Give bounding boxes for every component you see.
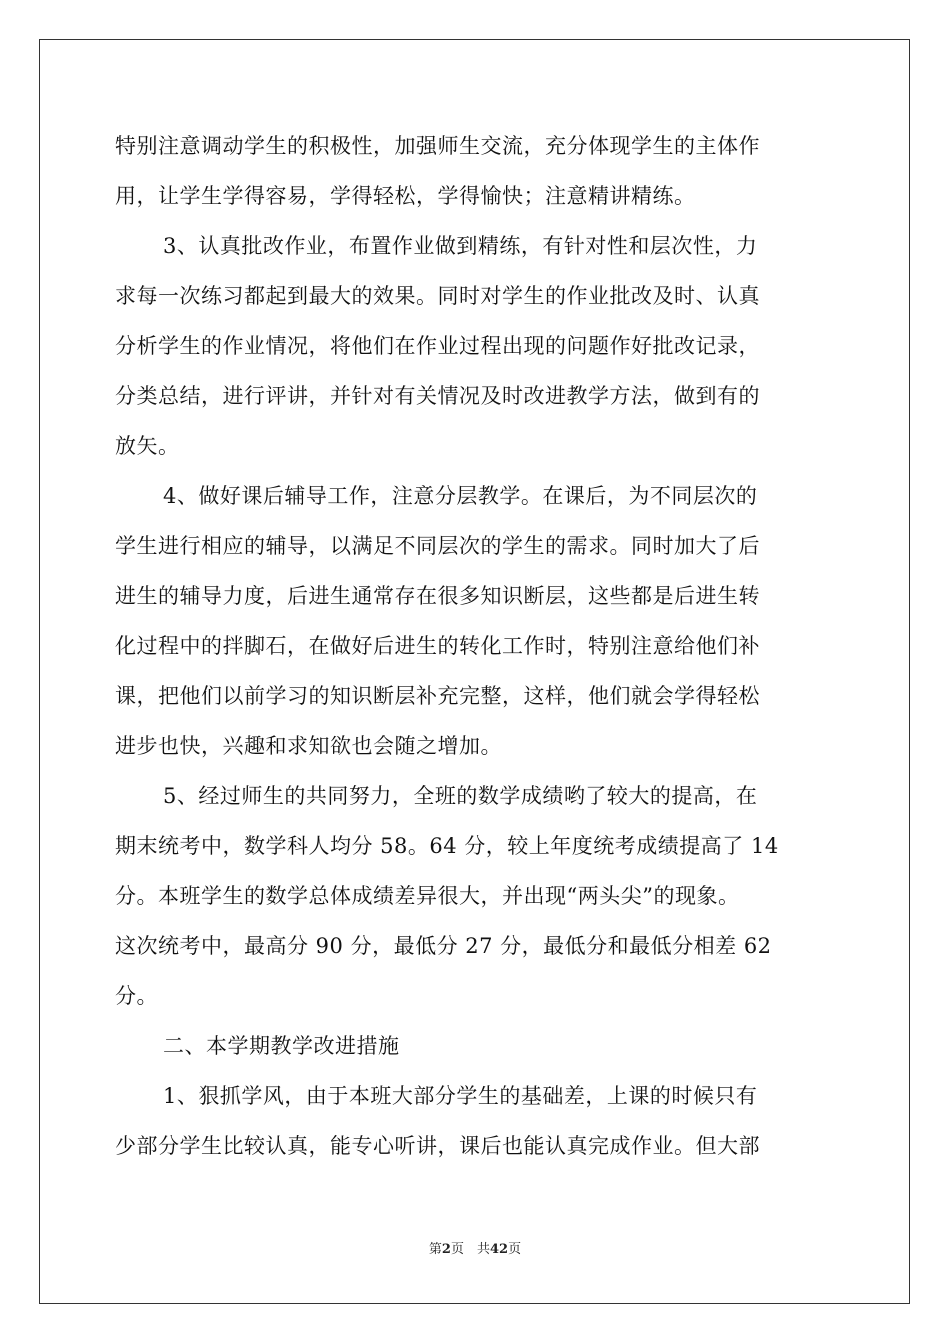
text-line: 进生的辅导力度，后进生通常存在很多知识断层，这些都是后进生转 bbox=[115, 584, 760, 608]
text-line: 放矢。 bbox=[115, 434, 180, 458]
text-line: 学生进行相应的辅导，以满足不同层次的学生的需求。同时加大了后 bbox=[115, 534, 760, 558]
footer-suffix: 页 bbox=[508, 1242, 522, 1257]
text-line: 分。 bbox=[115, 984, 158, 1008]
text-line: 分类总结，进行评讲，并针对有关情况及时改进教学方法，做到有的 bbox=[115, 384, 760, 408]
footer-mid: 页 共 bbox=[450, 1242, 490, 1257]
text-line: 进步也快，兴趣和求知欲也会随之增加。 bbox=[115, 734, 502, 758]
footer-prefix: 第 bbox=[428, 1242, 442, 1257]
text-line: 特别注意调动学生的积极性，加强师生交流，充分体现学生的主体作 bbox=[115, 134, 760, 158]
page-footer bbox=[0, 1240, 950, 1260]
paragraph-start-line: 1、狠抓学风，由于本班大部分学生的基础差，上课的时候只有 bbox=[163, 1084, 758, 1108]
text-line: 分。本班学生的数学总体成绩差异很大，并出现“两头尖”的现象。 bbox=[115, 884, 740, 908]
text-line: 课，把他们以前学习的知识断层补充完整，这样，他们就会学得轻松 bbox=[115, 684, 760, 708]
text-line: 化过程中的拌脚石，在做好后进生的转化工作时，特别注意给他们补 bbox=[115, 634, 760, 658]
text-line: 用，让学生学得容易，学得轻松，学得愉快；注意精讲精练。 bbox=[115, 184, 696, 208]
text-line: 期末统考中，数学科人均分 58。64 分，较上年度统考成绩提高了 14 bbox=[115, 834, 779, 858]
text-line: 少部分学生比较认真，能专心听讲，课后也能认真完成作业。但大部 bbox=[115, 1134, 760, 1158]
paragraph-start-line: 4、做好课后辅导工作，注意分层教学。在课后，为不同层次的 bbox=[163, 484, 758, 508]
page-number: 2 bbox=[441, 1242, 451, 1257]
text-line: 分析学生的作业情况，将他们在作业过程出现的问题作好批改记录， bbox=[115, 334, 760, 358]
paragraph-start-line: 3、认真批改作业，布置作业做到精练，有针对性和层次性，力 bbox=[163, 234, 758, 258]
text-line: 求每一次练习都起到最大的效果。同时对学生的作业批改及时、认真 bbox=[115, 284, 760, 308]
paragraph-start-line: 5、经过师生的共同努力，全班的数学成绩哟了较大的提高，在 bbox=[163, 784, 758, 808]
section-heading: 二、本学期教学改进措施 bbox=[163, 1034, 400, 1058]
total-pages: 42 bbox=[489, 1242, 509, 1257]
text-line: 这次统考中，最高分 90 分，最低分 27 分，最低分和最低分相差 62 bbox=[115, 934, 772, 958]
